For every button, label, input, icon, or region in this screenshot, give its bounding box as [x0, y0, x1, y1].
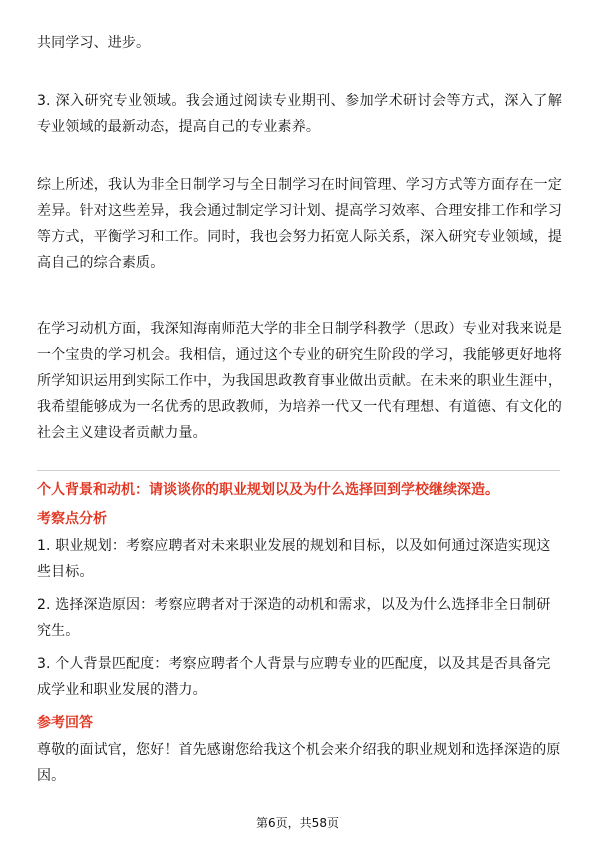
paragraph-summary: 综上所述，我认为非全日制学习与全日制学习在时间管理、学习方式等方面存在一定差异。针对这些差异，我会通过制定学习计划、提高学习效率、合理安排工作和学习等方式，平衡学习和工作。同时，我也会努力拓宽人际关系，深入研究专业领域，提高自己的综合素质。	[37, 177, 562, 271]
analysis-item-3: 3. 个人背景匹配度：考察应聘者个人背景与应聘专业的匹配度，以及其是否具备完成学业和职业发展的潜力。	[37, 656, 551, 698]
answer-text: 尊敬的面试官，您好！首先感谢您给我这个机会来介绍我的职业规划和选择深造的原因。	[37, 742, 561, 784]
analysis-item-1: 1. 职业规划：考察应聘者对未来职业发展的规划和目标，以及如何通过深造实现这些目标。	[37, 538, 551, 580]
page-number: 第6页，共58页	[256, 816, 339, 830]
analysis-title: 考察点分析	[37, 511, 107, 527]
paragraph-continuation: 共同学习、进步。	[37, 35, 151, 51]
paragraph-motivation: 在学习动机方面，我深知海南师范大学的非全日制学科教学（思政）专业对我来说是一个宝贵的学习机会。我相信，通过这个专业的研究生阶段的学习，我能够更好地将所学知识运用到实际工作中，为我国思政教育事业做出贡献。在未来的职业生涯中，我希望能够成为一名优秀的思政教师，为培养一代又一代有理想、有道德、有文化的社会主义建设者贡献力量。	[37, 321, 562, 441]
section-divider	[37, 470, 560, 471]
analysis-item-2: 2. 选择深造原因：考察应聘者对于深造的动机和需求，以及为什么选择非全日制研究生。	[37, 597, 551, 639]
paragraph-research-field: 3. 深入研究专业领域。我会通过阅读专业期刊、参加学术研讨会等方式，深入了解专业领域的最新动态，提高自己的专业素养。	[37, 93, 562, 135]
answer-title: 参考回答	[37, 715, 93, 731]
interview-question: 个人背景和动机：请谈谈你的职业规划以及为什么选择回到学校继续深造。	[37, 482, 499, 498]
